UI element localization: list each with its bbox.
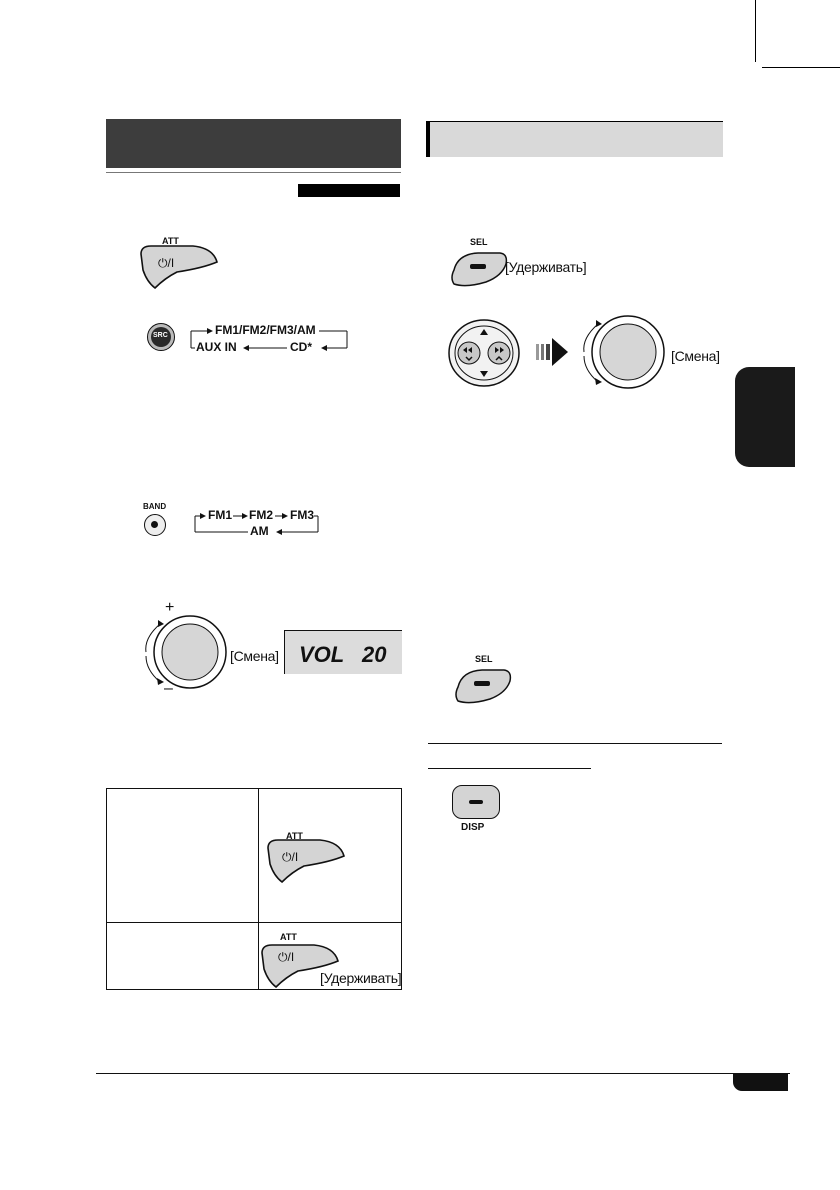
instruction-table [106, 788, 402, 990]
source-aux: AUX IN [196, 340, 237, 354]
table-power-symbol-2: ⏻/I [278, 950, 295, 964]
knob-minus-sign: – [164, 680, 173, 697]
src-label: SRC [153, 332, 168, 339]
hold-label-table: [Удерживать] [320, 970, 402, 986]
side-language-tab [735, 367, 795, 467]
lcd-vol-label: VOL [299, 642, 345, 667]
lcd-vol-value: 20 [362, 642, 387, 667]
table-power-button[interactable] [264, 830, 354, 886]
crop-mark-horizontal [762, 67, 840, 68]
sel-button-2[interactable] [452, 667, 514, 707]
band-fm3: FM3 [290, 508, 314, 522]
section-separator-1 [428, 743, 722, 744]
table-row-divider [106, 922, 402, 923]
control-pad[interactable] [446, 318, 522, 388]
band-am: AM [250, 524, 269, 538]
source-cd: CD* [290, 340, 313, 354]
change-label-knob: [Смена] [671, 348, 720, 364]
change-label-volume: [Смена] [230, 648, 279, 664]
band-label: BAND [143, 502, 167, 511]
band-fm2: FM2 [249, 508, 273, 522]
control-knob[interactable] [578, 312, 670, 394]
att-label: ATT [162, 236, 179, 246]
volume-knob[interactable] [138, 612, 230, 694]
band-button[interactable] [144, 514, 166, 536]
source-cycle-row1: FM1/FM2/FM3/AM [215, 323, 316, 337]
crop-mark-vertical [755, 0, 756, 62]
table-att-label: ATT [286, 831, 303, 841]
hold-label-sel: [Удерживать] [505, 259, 587, 275]
footer-rule [96, 1073, 790, 1074]
page-number-tab [733, 1074, 788, 1091]
transition-arrow-icon [536, 334, 572, 370]
sel-button-1[interactable] [448, 250, 510, 290]
knob-plus-sign: + [165, 599, 175, 616]
power-symbol-label: ⏻/I [158, 256, 175, 270]
black-label-bar [298, 184, 400, 197]
right-section-header [426, 121, 723, 157]
sel-label-2: SEL [475, 654, 493, 664]
band-fm1: FM1 [208, 508, 232, 522]
left-section-header [106, 119, 401, 168]
sel-label-1: SEL [470, 237, 488, 247]
disp-label: DISP [461, 822, 485, 833]
table-att-label-2: ATT [280, 932, 297, 942]
disp-button[interactable] [452, 785, 500, 819]
power-button[interactable] [137, 236, 227, 292]
left-header-underline [106, 172, 401, 173]
table-power-symbol: ⏻/I [282, 850, 299, 864]
section-separator-2 [428, 768, 591, 769]
